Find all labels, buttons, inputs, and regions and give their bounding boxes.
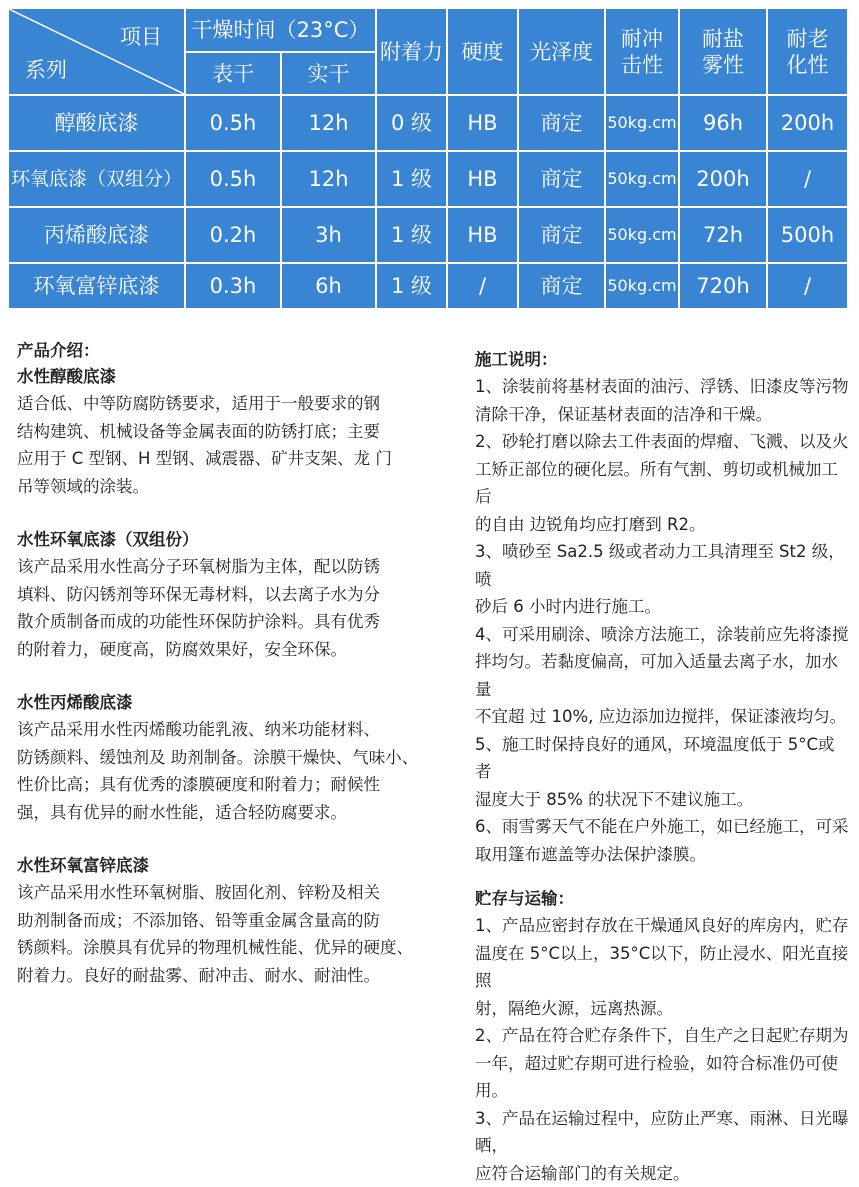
- header-surface-dry: 表干: [186, 53, 280, 94]
- header-salt-spray: [680, 9, 766, 94]
- table-cell-hard-dry: 12h: [282, 152, 375, 206]
- construction-item-line: 工矫正部位的硬化层。所有气割、剪切或机械加工后: [475, 456, 850, 511]
- construction-item: [475, 621, 850, 731]
- storage-list: [475, 912, 850, 1187]
- storage-item: [475, 912, 850, 1022]
- storage-item-line: 应符合运输部门的有关规定。: [475, 1160, 850, 1187]
- table-cell-aging: 500h: [768, 208, 847, 262]
- construction-item-line: 5、施工时保持良好的通风，环境温度低于 5°C或者: [475, 731, 850, 786]
- header-hard-dry: 实干: [282, 53, 375, 94]
- construction-list: [475, 373, 850, 868]
- product-description-line: 该产品采用水性高分子环氧树脂为主体，配以防锈: [17, 553, 422, 581]
- table-cell-salt-spray: 720h: [680, 264, 766, 308]
- construction-item: [475, 813, 850, 868]
- table-cell-aging: /: [768, 152, 847, 206]
- table-cell-adhesion: 1 级: [377, 208, 446, 262]
- storage-item-line: 1、产品应密封存放在干燥通风良好的库房内，贮存: [475, 912, 850, 940]
- table-cell-gloss: 商定: [519, 264, 604, 308]
- table-cell-impact: 50kg.cm: [606, 264, 678, 308]
- storage-item-line: 2、产品在符合贮存条件下，自生产之日起贮存期为: [475, 1022, 850, 1050]
- header-aging: [768, 9, 847, 94]
- table-cell-hardness: HB: [448, 208, 517, 262]
- table-cell-hardness: /: [448, 264, 517, 308]
- construction-item-line: 2、砂轮打磨以除去工件表面的焊瘤、飞溅、以及火: [475, 428, 850, 456]
- table-cell-gloss: 商定: [519, 208, 604, 262]
- construction-item-line: 拌均匀。若黏度偏高，可加入适量去离子水，加水量: [475, 648, 850, 703]
- construction-item-line: 清除干净，保证基材表面的洁净和干燥。: [475, 401, 850, 429]
- table-cell-gloss: 商定: [519, 96, 604, 150]
- table-cell-impact: 50kg.cm: [606, 208, 678, 262]
- construction-item: [475, 373, 850, 428]
- storage-item-line: 一年，超过贮存期可进行检验，如符合标准仍可使用。: [475, 1050, 850, 1105]
- construction-item: [475, 731, 850, 814]
- intro-product-list: [17, 364, 422, 989]
- header-aging-line: 耐老: [787, 26, 829, 52]
- construction-item-line: 1、涂装前将基材表面的油污、浮锈、旧漆皮等污物: [475, 373, 850, 401]
- header-hardness: 硬度: [448, 9, 517, 94]
- product-description-line: 散介质制备而成的功能性环保防护涂料。具有优秀: [17, 608, 422, 636]
- product-description-line: 适合低、中等防腐防锈要求，适用于一般要求的钢: [17, 390, 422, 418]
- table-cell-surface-dry: 0.3h: [186, 264, 280, 308]
- table-cell-series: 环氧富锌底漆: [9, 264, 184, 308]
- table-corner-cell: [9, 9, 184, 94]
- table-cell-series: 丙烯酸底漆: [9, 208, 184, 262]
- construction-item-line: 取用篷布遮盖等办法保护漆膜。: [475, 841, 850, 869]
- product-intro-section: [17, 338, 422, 989]
- table-cell-salt-spray: 200h: [680, 152, 766, 206]
- header-salt-spray-line: 雾性: [702, 52, 744, 78]
- table-cell-aging: 200h: [768, 96, 847, 150]
- table-cell-adhesion: 1 级: [377, 264, 446, 308]
- table-cell-salt-spray: 72h: [680, 208, 766, 262]
- table-cell-hard-dry: 12h: [282, 96, 375, 150]
- storage-item: [475, 1022, 850, 1105]
- construction-item-line: 湿度大于 85% 的状况下不建议施工。: [475, 786, 850, 814]
- table-cell-aging: /: [768, 264, 847, 308]
- product-description-line: 应用于 C 型钢、H 型钢、减震器、矿井支架、龙 门: [17, 445, 422, 473]
- construction-item-line: 的自由 边锐角均应打磨到 R2。: [475, 511, 850, 539]
- header-impact: [606, 9, 678, 94]
- table-cell-impact: 50kg.cm: [606, 96, 678, 150]
- table-cell-hardness: HB: [448, 96, 517, 150]
- storage-item-line: 3、产品在运输过程中，应防止严寒、雨淋、日光曝晒，: [475, 1105, 850, 1160]
- table-cell-surface-dry: 0.5h: [186, 96, 280, 150]
- product-name: 水性醇酸底漆: [17, 364, 422, 390]
- product-description-line: 的附着力，硬度高，防腐效果好，安全环保。: [17, 636, 422, 664]
- product-name: 水性环氧底漆（双组份）: [17, 527, 422, 553]
- table-cell-series: 环氧底漆（双组分）: [9, 152, 184, 206]
- header-aging-line: 化性: [787, 52, 829, 78]
- construction-title: 施工说明：: [475, 347, 850, 373]
- instructions-section: [475, 347, 850, 1187]
- header-drying-time: 干燥时间（23°C）: [186, 9, 375, 51]
- spec-table: [9, 9, 847, 308]
- table-cell-hard-dry: 6h: [282, 264, 375, 308]
- intro-title: 产品介绍：: [17, 338, 422, 364]
- product-description-line: 助剂制备而成；不添加铬、铅等重金属含量高的防: [17, 907, 422, 935]
- product-description-line: 锈颜料。涂膜具有优异的物理机械性能、优异的硬度、: [17, 934, 422, 962]
- table-cell-series: 醇酸底漆: [9, 96, 184, 150]
- construction-item-line: 砂后 6 小时内进行施工。: [475, 593, 850, 621]
- header-impact-line: 击性: [621, 52, 663, 78]
- product-description-line: 填料、防闪锈剂等环保无毒材料，以去离子水为分: [17, 581, 422, 609]
- construction-item-line: 3、喷砂至 Sa2.5 级或者动力工具清理至 St2 级，喷: [475, 538, 850, 593]
- construction-item-line: 4、可采用刷涂、喷涂方法施工，涂装前应先将漆搅: [475, 621, 850, 649]
- construction-item-line: 6、雨雪雾天气不能在户外施工，如已经施工，可采: [475, 813, 850, 841]
- product-description-line: 该产品采用水性环氧树脂、胺固化剂、锌粉及相关: [17, 879, 422, 907]
- storage-item-line: 射，隔绝火源，远离热源。: [475, 995, 850, 1023]
- construction-item: [475, 428, 850, 538]
- table-cell-adhesion: 1 级: [377, 152, 446, 206]
- storage-item-line: 温度在 5°C以上，35°C以下，防止浸水、阳光直接照: [475, 940, 850, 995]
- table-cell-surface-dry: 0.5h: [186, 152, 280, 206]
- product-description-line: 结构建筑、机械设备等金属表面的防锈打底；主要: [17, 418, 422, 446]
- table-cell-adhesion: 0 级: [377, 96, 446, 150]
- table-cell-surface-dry: 0.2h: [186, 208, 280, 262]
- table-cell-gloss: 商定: [519, 152, 604, 206]
- header-impact-line: 耐冲: [621, 26, 663, 52]
- construction-item-line: 不宜超 过 10%, 应边添加边搅拌，保证漆液均匀。: [475, 703, 850, 731]
- table-cell-hard-dry: 3h: [282, 208, 375, 262]
- storage-item: [475, 1105, 850, 1187]
- product-name: 水性丙烯酸底漆: [17, 690, 422, 716]
- storage-title: 贮存与运输：: [475, 886, 850, 912]
- corner-label-series: 系列: [25, 54, 67, 84]
- product-description-line: 该产品采用水性丙烯酸功能乳液、纳米功能材料、: [17, 716, 422, 744]
- table-cell-impact: 50kg.cm: [606, 152, 678, 206]
- header-adhesion: 附着力: [377, 9, 446, 94]
- product-description-line: 附着力。良好的耐盐雾、耐冲击、耐水、耐油性。: [17, 962, 422, 990]
- product-description-line: 吊等领域的涂装。: [17, 473, 422, 501]
- corner-label-item: 项目: [120, 21, 162, 51]
- product-description-line: 防锈颜料、缓蚀剂及 助剂制备。涂膜干燥快、气味小、: [17, 744, 422, 772]
- header-salt-spray-line: 耐盐: [702, 26, 744, 52]
- product-name: 水性环氧富锌底漆: [17, 853, 422, 879]
- table-cell-hardness: HB: [448, 152, 517, 206]
- construction-item: [475, 538, 850, 621]
- product-description-line: 强，具有优异的耐水性能，适合轻防腐要求。: [17, 799, 422, 827]
- header-gloss: 光泽度: [519, 9, 604, 94]
- table-cell-salt-spray: 96h: [680, 96, 766, 150]
- product-description-line: 性价比高；具有优秀的漆膜硬度和附着力；耐候性: [17, 771, 422, 799]
